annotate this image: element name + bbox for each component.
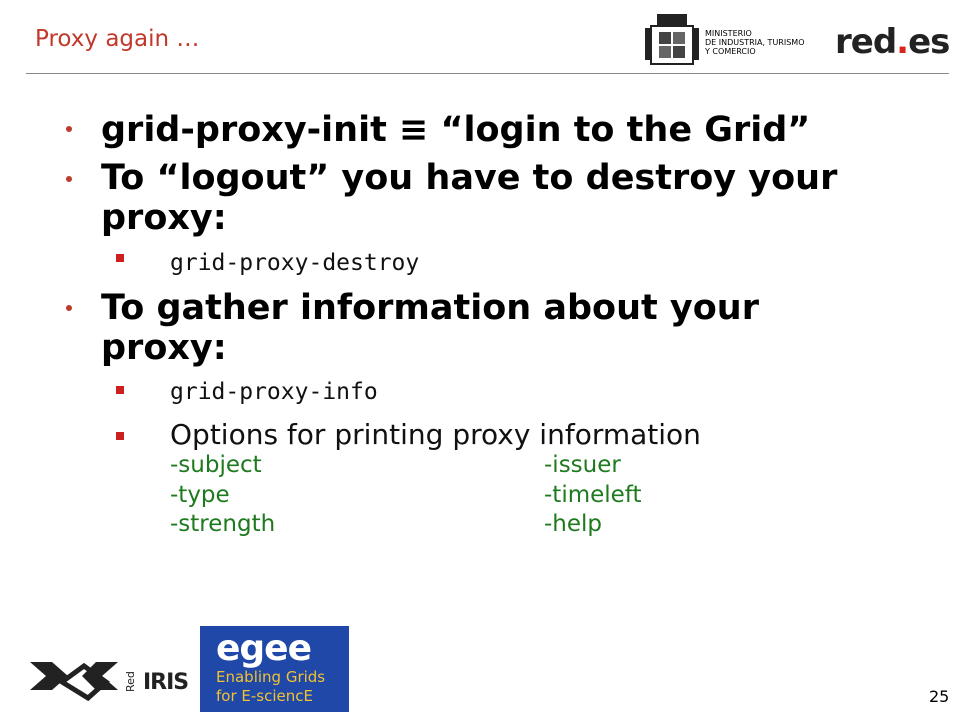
cmd-info: grid-proxy-info (170, 379, 378, 405)
rediris-prefix: Red (124, 671, 137, 692)
egee-logo (200, 626, 349, 712)
redes-logo: red.es (835, 22, 950, 62)
cmd-destroy: grid-proxy-destroy (170, 250, 420, 276)
rediris-wordmark: IRIS (143, 670, 189, 695)
option-issuer: -issuer (544, 452, 621, 478)
sub-bullet-3 (116, 432, 124, 440)
bullet-logout: To “logout” you have to destroy your proxy: (101, 158, 838, 238)
egee-tagline: Enabling Grids for E-sciencE (216, 668, 326, 705)
slide-title: Proxy again … (35, 26, 200, 52)
option-subject: -subject (170, 452, 262, 478)
egee-wordmark: egee (216, 628, 312, 669)
header-rule (26, 73, 949, 74)
option-strength: -strength (170, 511, 276, 537)
option-type: -type (170, 482, 230, 508)
option-timeleft: -timeleft (544, 482, 642, 508)
bullet-gather-info: To gather information about your proxy: (101, 288, 759, 368)
bullet-dot-2 (66, 176, 72, 182)
options-heading: Options for printing proxy information (170, 418, 701, 451)
bullet-dot-3 (66, 305, 72, 311)
bullet-dot-1 (66, 126, 72, 132)
bullet-login: grid-proxy-init ≡ “login to the Grid” (101, 110, 811, 150)
sub-bullet-2 (116, 386, 124, 394)
option-help: -help (544, 511, 603, 537)
ministry-label: MINISTERIO DE INDUSTRIA, TURISMO Y COMERCIO (705, 29, 805, 56)
sub-bullet-1 (116, 254, 124, 262)
page-number: 25 (929, 687, 950, 706)
